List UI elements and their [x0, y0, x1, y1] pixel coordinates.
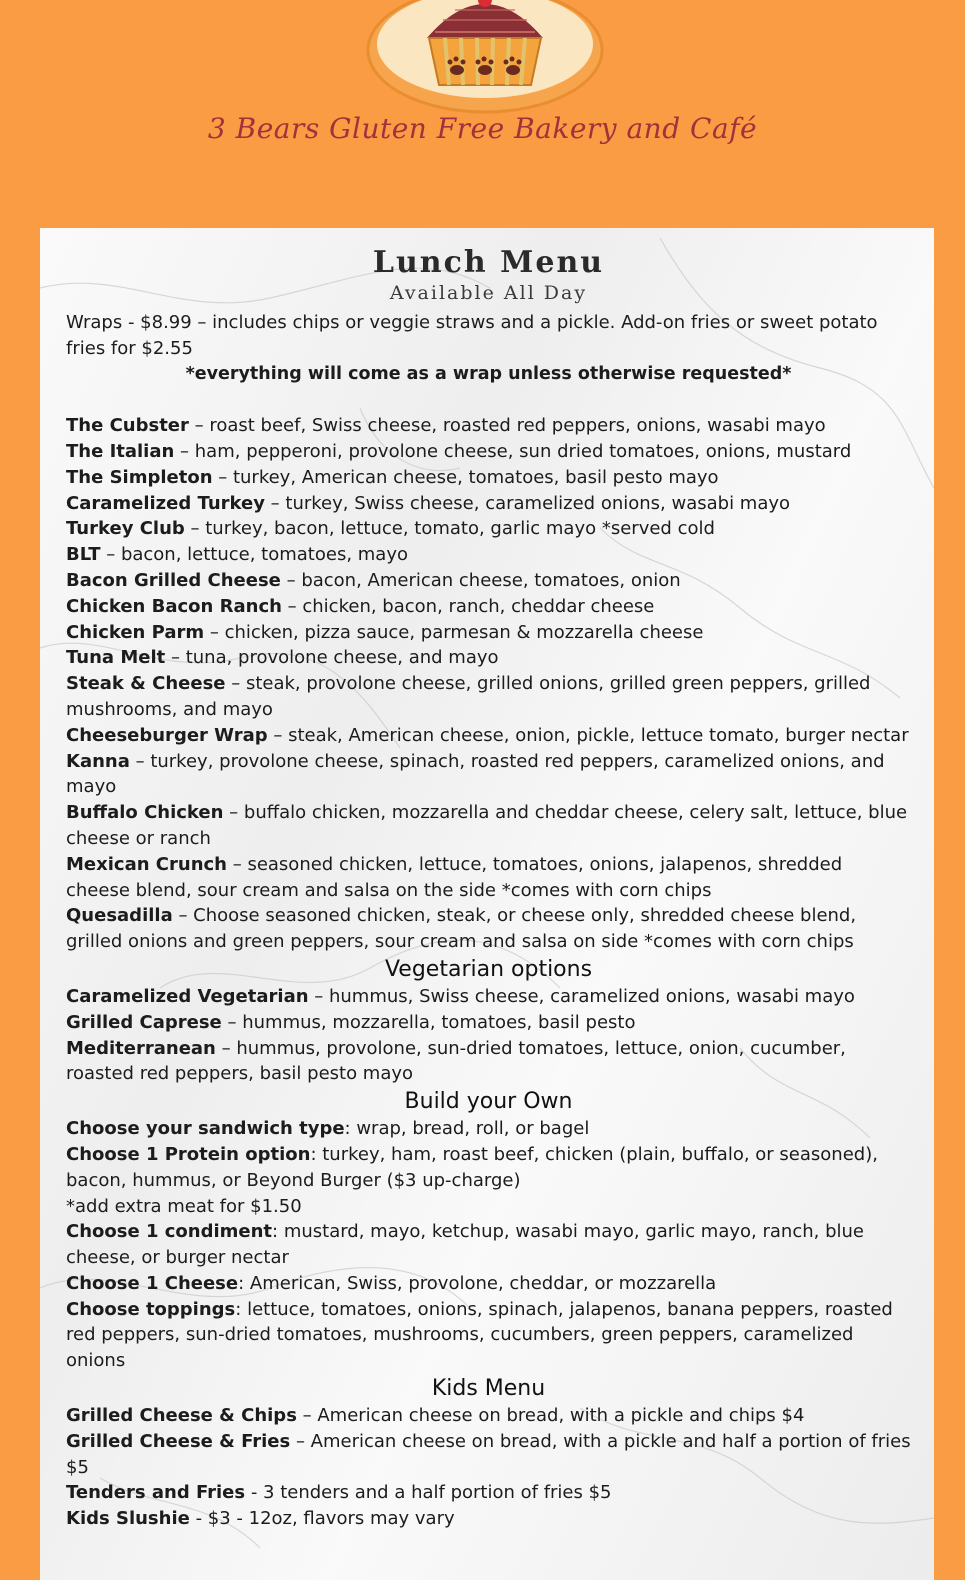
- menu-item-description: – Choose seasoned chicken, steak, or cheese only, shredded cheese blend, grilled onions and green peppers, sour cream and salsa on side *comes with corn chips: [66, 905, 857, 953]
- menu-item-name: Steak & Cheese: [66, 673, 226, 695]
- menu-item-name: The Cubster: [66, 415, 189, 437]
- menu-item-description: : lettuce, tomatoes, onions, spinach, jalapenos, banana peppers, roasted red peppers, sun-dried tomatoes, mushrooms, cucumbers, green peppers, caramelized onions: [66, 1298, 893, 1372]
- menu-item-description: – bacon, American cheese, tomatoes, onion: [280, 569, 681, 591]
- menu-item-description: – roast beef, Swiss cheese, roasted red peppers, onions, wasabi mayo: [188, 415, 826, 437]
- menu-item-description: : turkey, ham, roast beef, chicken (plain, buffalo, or seasoned), bacon, hummus, or Beyond Burger ($3 up-charge): [66, 1143, 878, 1191]
- menu-item-name: Kanna: [66, 750, 130, 772]
- kids-menu-list: [66, 1403, 911, 1532]
- menu-item-description: – American cheese on bread, with a pickle and half a portion of fries $5: [66, 1430, 911, 1478]
- vegetarian-item: [66, 984, 911, 1010]
- menu-item: [66, 620, 911, 646]
- build-option: [66, 1271, 911, 1297]
- menu-item-description: – chicken, pizza sauce, parmesan & mozzarella cheese: [204, 621, 704, 643]
- brand-name: 3 Bears Gluten Free Bakery and Café: [207, 112, 758, 145]
- menu-item-name: Chicken Bacon Ranch: [66, 595, 282, 617]
- kids-item: [66, 1429, 911, 1481]
- menu-item: [66, 568, 911, 594]
- vegetarian-heading: Vegetarian options: [384, 956, 593, 982]
- vegetarian-items-list: [66, 984, 911, 1087]
- build-option: [66, 1194, 911, 1220]
- kids-item: [66, 1506, 911, 1532]
- menu-item-description: – ham, pepperoni, provolone cheese, sun dried tomatoes, onions, mustard: [174, 440, 852, 462]
- menu-item-description: – chicken, bacon, ranch, cheddar cheese: [281, 595, 655, 617]
- menu-item-description: : American, Swiss, provolone, cheddar, or mozzarella: [238, 1272, 717, 1294]
- menu-item-name: Chicken Parm: [66, 621, 205, 643]
- menu-item-description: – bacon, lettuce, tomatoes, mayo: [100, 544, 409, 566]
- menu-item-name: Quesadilla: [66, 905, 173, 927]
- menu-subtitle: Available All Day: [389, 282, 588, 304]
- menu-item-name: Choose 1 Protein option: [66, 1143, 311, 1165]
- menu-item-description: – turkey, Swiss cheese, caramelized onions, wasabi mayo: [264, 492, 791, 514]
- menu-item-name: Mediterranean: [66, 1037, 216, 1059]
- vegetarian-item: [66, 1010, 911, 1036]
- menu-item-description: - 3 tenders and a half portion of fries $5: [245, 1482, 612, 1504]
- menu-item-name: The Simpleton: [66, 466, 213, 488]
- wraps-intro: Wraps - $8.99 – includes chips or veggie straws and a pickle. Add-on fries or sweet potato fries for $2.55: [66, 312, 878, 359]
- menu-item-name: Choose 1 condiment: [66, 1221, 273, 1243]
- menu-item-description: *add extra meat for $1.50: [66, 1195, 302, 1217]
- menu-item-description: : wrap, bread, roll, or bagel: [344, 1118, 590, 1140]
- menu-item: [66, 491, 911, 517]
- menu-item: [66, 903, 911, 955]
- menu-items-list: [66, 413, 911, 955]
- menu-title: Lunch Menu: [372, 245, 605, 280]
- build-option: [66, 1219, 911, 1271]
- menu-item: [66, 465, 911, 491]
- kids-item: [66, 1480, 911, 1506]
- menu-item-description: – hummus, Swiss cheese, caramelized onions, wasabi mayo: [308, 985, 855, 1007]
- menu-item-name: Choose toppings: [66, 1298, 236, 1320]
- menu-item-description: – turkey, bacon, lettuce, tomato, garlic mayo *served cold: [184, 518, 715, 540]
- menu-item-name: Buffalo Chicken: [66, 802, 224, 824]
- menu-card: [40, 228, 934, 1580]
- menu-item-description: – steak, provolone cheese, grilled onions, grilled green peppers, grilled mushrooms, and mayo: [66, 673, 871, 720]
- menu-item-name: Choose your sandwich type: [66, 1118, 345, 1140]
- menu-item-name: The Italian: [66, 440, 175, 462]
- menu-item-description: : mustard, mayo, ketchup, wasabi mayo, garlic mayo, ranch, blue cheese, or burger nectar: [66, 1221, 864, 1269]
- menu-item: [66, 671, 911, 723]
- menu-item-name: Cheeseburger Wrap: [66, 724, 268, 746]
- kids-item: [66, 1403, 911, 1429]
- menu-item-name: BLT: [66, 544, 101, 566]
- menu-item: [66, 516, 911, 542]
- build-your-own-heading: Build your Own: [404, 1089, 573, 1115]
- menu-item: [66, 723, 911, 749]
- build-option: [66, 1142, 911, 1194]
- kids-menu-heading: Kids Menu: [431, 1376, 546, 1402]
- menu-item-name: Caramelized Turkey: [66, 492, 265, 514]
- vegetarian-item: [66, 1036, 911, 1088]
- spacer: [66, 387, 911, 413]
- menu-item: [66, 645, 911, 671]
- menu-item-name: Turkey Club: [66, 518, 185, 540]
- menu-item-name: Grilled Caprese: [66, 1011, 222, 1033]
- menu-item-name: Tuna Melt: [66, 647, 166, 669]
- menu-item-name: Kids Slushie: [66, 1508, 190, 1530]
- menu-item-description: – seasoned chicken, lettuce, tomatoes, onions, jalapenos, shredded cheese blend, sour cream and salsa on the side *comes with corn chips: [66, 853, 843, 901]
- menu-item: [66, 439, 911, 465]
- build-option: [66, 1116, 911, 1142]
- build-your-own-list: [66, 1116, 911, 1374]
- build-option: [66, 1297, 911, 1374]
- menu-item-description: - $3 - 12oz, flavors may vary: [189, 1508, 455, 1530]
- menu-item: [66, 594, 911, 620]
- menu-item-description: – turkey, American cheese, tomatoes, basil pesto mayo: [212, 466, 719, 488]
- menu-item: [66, 413, 911, 439]
- menu-item-name: Grilled Cheese & Chips: [66, 1405, 297, 1427]
- menu-item: [66, 542, 911, 568]
- menu-item-description: – hummus, mozzarella, tomatoes, basil pesto: [221, 1011, 636, 1033]
- menu-item-name: Choose 1 Cheese: [66, 1272, 239, 1294]
- menu-item-name: Caramelized Vegetarian: [66, 985, 309, 1007]
- menu-item-description: – buffalo chicken, mozzarella and cheddar cheese, celery salt, lettuce, blue cheese or ranch: [66, 802, 908, 849]
- cupcake-logo-icon[interactable]: [365, 0, 605, 115]
- menu-item: [66, 749, 911, 801]
- menu-item-description: – steak, American cheese, onion, pickle, lettuce tomato, burger nectar: [267, 724, 909, 746]
- menu-item-description: – tuna, provolone cheese, and mayo: [165, 647, 499, 669]
- menu-item: [66, 852, 911, 904]
- menu-item-name: Bacon Grilled Cheese: [66, 569, 281, 591]
- wrap-note: *everything will come as a wrap unless otherwise requested*: [185, 363, 792, 384]
- menu-item: [66, 800, 911, 852]
- menu-item-name: Mexican Crunch: [66, 853, 227, 875]
- menu-item-description: – turkey, provolone cheese, spinach, roasted red peppers, caramelized onions, and mayo: [66, 750, 885, 798]
- menu-item-name: Tenders and Fries: [66, 1482, 246, 1504]
- menu-item-description: – American cheese on bread, with a pickle and chips $4: [296, 1405, 805, 1427]
- menu-item-name: Grilled Cheese & Fries: [66, 1430, 291, 1452]
- menu-item-description: – hummus, provolone, sun-dried tomatoes, lettuce, onion, cucumber, roasted red peppers, basil pesto mayo: [66, 1037, 846, 1085]
- menu-content: [66, 246, 911, 1532]
